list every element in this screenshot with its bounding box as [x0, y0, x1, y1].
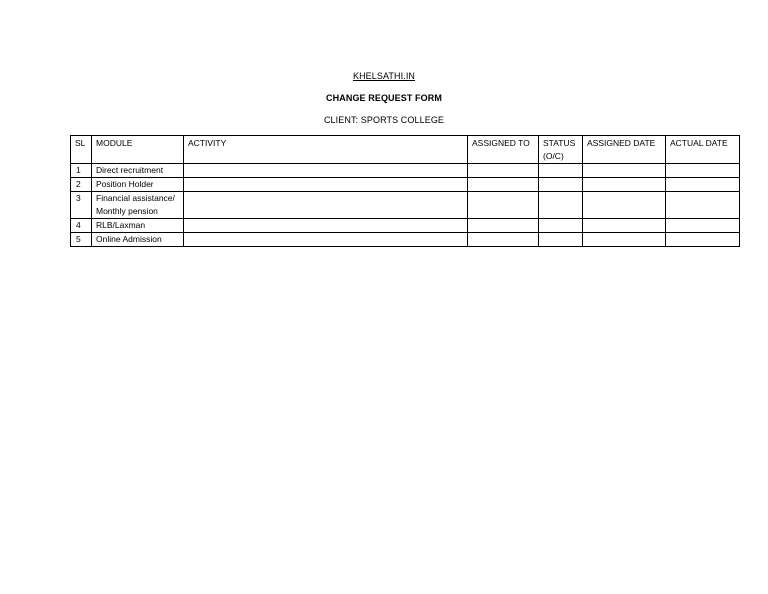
cell-assigned-date[interactable] [583, 178, 666, 192]
cell-sl: 2 [71, 178, 92, 192]
header-assigned-to: ASSIGNED TO [468, 136, 539, 164]
site-title: KHELSATHI.IN [352, 71, 416, 81]
cell-assigned-date[interactable] [583, 192, 666, 219]
change-request-table [70, 135, 740, 247]
cell-status[interactable] [539, 178, 583, 192]
table-row [71, 164, 740, 178]
header-activity: ACTIVITY [184, 136, 468, 164]
header-status: STATUS (O/C) [539, 136, 583, 164]
cell-sl: 4 [71, 219, 92, 233]
cell-assigned-to[interactable] [468, 192, 539, 219]
cell-module: Position Holder [92, 178, 184, 192]
cell-actual-date[interactable] [666, 192, 740, 219]
table-row [71, 178, 740, 192]
cell-status[interactable] [539, 233, 583, 247]
cell-assigned-date[interactable] [583, 164, 666, 178]
cell-assigned-date[interactable] [583, 233, 666, 247]
cell-actual-date[interactable] [666, 178, 740, 192]
cell-activity[interactable] [184, 164, 468, 178]
table-header-row [71, 136, 740, 164]
table-row [71, 233, 740, 247]
header-module: MODULE [92, 136, 184, 164]
cell-activity[interactable] [184, 219, 468, 233]
cell-assigned-date[interactable] [583, 219, 666, 233]
cell-module: Online Admission [92, 233, 184, 247]
cell-activity[interactable] [184, 233, 468, 247]
cell-module: Direct recruitment [92, 164, 184, 178]
header-sl: SL [71, 136, 92, 164]
cell-status[interactable] [539, 219, 583, 233]
cell-status[interactable] [539, 192, 583, 219]
client-line: CLIENT: SPORTS COLLEGE [323, 115, 445, 125]
cell-assigned-to[interactable] [468, 219, 539, 233]
cell-actual-date[interactable] [666, 219, 740, 233]
cell-assigned-to[interactable] [468, 178, 539, 192]
cell-sl: 1 [71, 164, 92, 178]
cell-module: Financial assistance/ Monthly pension [92, 192, 184, 219]
header-actual-date: ACTUAL DATE [666, 136, 740, 164]
table-row [71, 192, 740, 219]
cell-assigned-to[interactable] [468, 164, 539, 178]
cell-actual-date[interactable] [666, 233, 740, 247]
cell-activity[interactable] [184, 178, 468, 192]
header-assigned-date: ASSIGNED DATE [583, 136, 666, 164]
cell-actual-date[interactable] [666, 164, 740, 178]
table-row [71, 219, 740, 233]
cell-activity[interactable] [184, 192, 468, 219]
cell-sl: 5 [71, 233, 92, 247]
cell-module: RLB/Laxman [92, 219, 184, 233]
cell-assigned-to[interactable] [468, 233, 539, 247]
form-title: CHANGE REQUEST FORM [326, 93, 442, 103]
cell-status[interactable] [539, 164, 583, 178]
cell-sl: 3 [71, 192, 92, 219]
